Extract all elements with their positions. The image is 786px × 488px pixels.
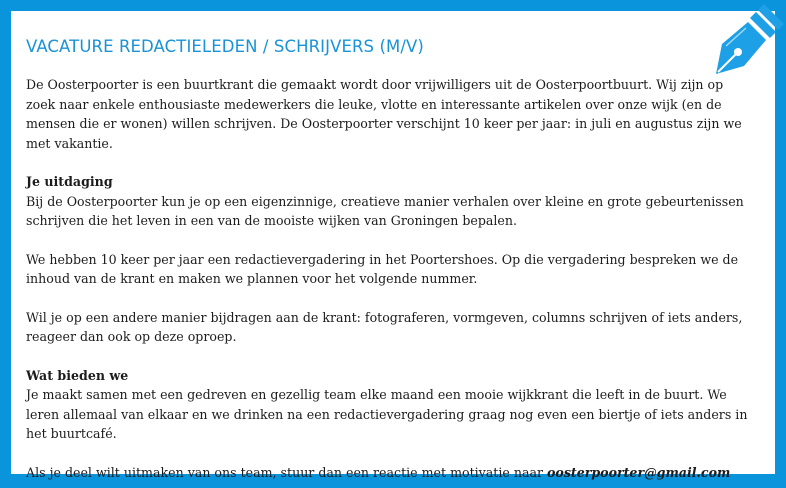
section-text: Bij de Oosterpoorter kun je op een eigenzinnige, creatieve manier verhalen over kleine en grote gebeurtenissen schrijven die het leven in een van de mooiste wijken van Groningen bepalen.	[26, 193, 744, 228]
intro-paragraph: De Oosterpoorter is een buurtkrant die gemaakt wordt door vrijwilligers uit de Oosterpoortbuurt. Wij zijn op zoek naar enkele enthousiaste medewerkers die leuke, vlotte en interessante artikelen over onze wijk (en de mensen die er wonen) willen schrijven. De Oosterpoorter verschijnt 10 keer per jaar: in juli en augustus zijn we met vakantie.	[26, 77, 742, 151]
vacancy-card	[11, 11, 775, 480]
section-uitdaging	[26, 172, 751, 231]
section-heading: Wat bieden we	[26, 367, 129, 383]
section-text: Je maakt samen met een gedreven en gezellig team elke maand een mooie wijkkrant die leeft in de buurt. We leren allemaal van elkaar en we drinken na een redactievergadering graag nog even een biertje of iets anders in het buurtcafé.	[26, 387, 748, 441]
section-bieden	[26, 366, 751, 444]
page-title: VACATURE REDACTIELEDEN / SCHRIJVERS (M/V)	[26, 37, 424, 56]
closing-text: Als je deel wilt uitmaken van ons team, stuur dan een reactie met motivatie naar	[26, 464, 548, 480]
contact-email-link[interactable]: oosterpoorter@gmail.com	[547, 464, 731, 480]
meeting-paragraph: We hebben 10 keer per jaar een redactievergadering in het Poortershoes. Op die vergadering bespreken we de inhoud van de krant en maken we plannen voor het volgende nummer.	[26, 251, 739, 286]
fountain-pen-icon	[706, 0, 786, 82]
contribution-paragraph: Wil je op een andere manier bijdragen aan de krant: fotograferen, vormgeven, columns schrijven of iets anders, reageer dan ook op deze oproep.	[26, 309, 743, 344]
section-heading: Je uitdaging	[26, 174, 113, 189]
closing-paragraph	[26, 463, 751, 483]
